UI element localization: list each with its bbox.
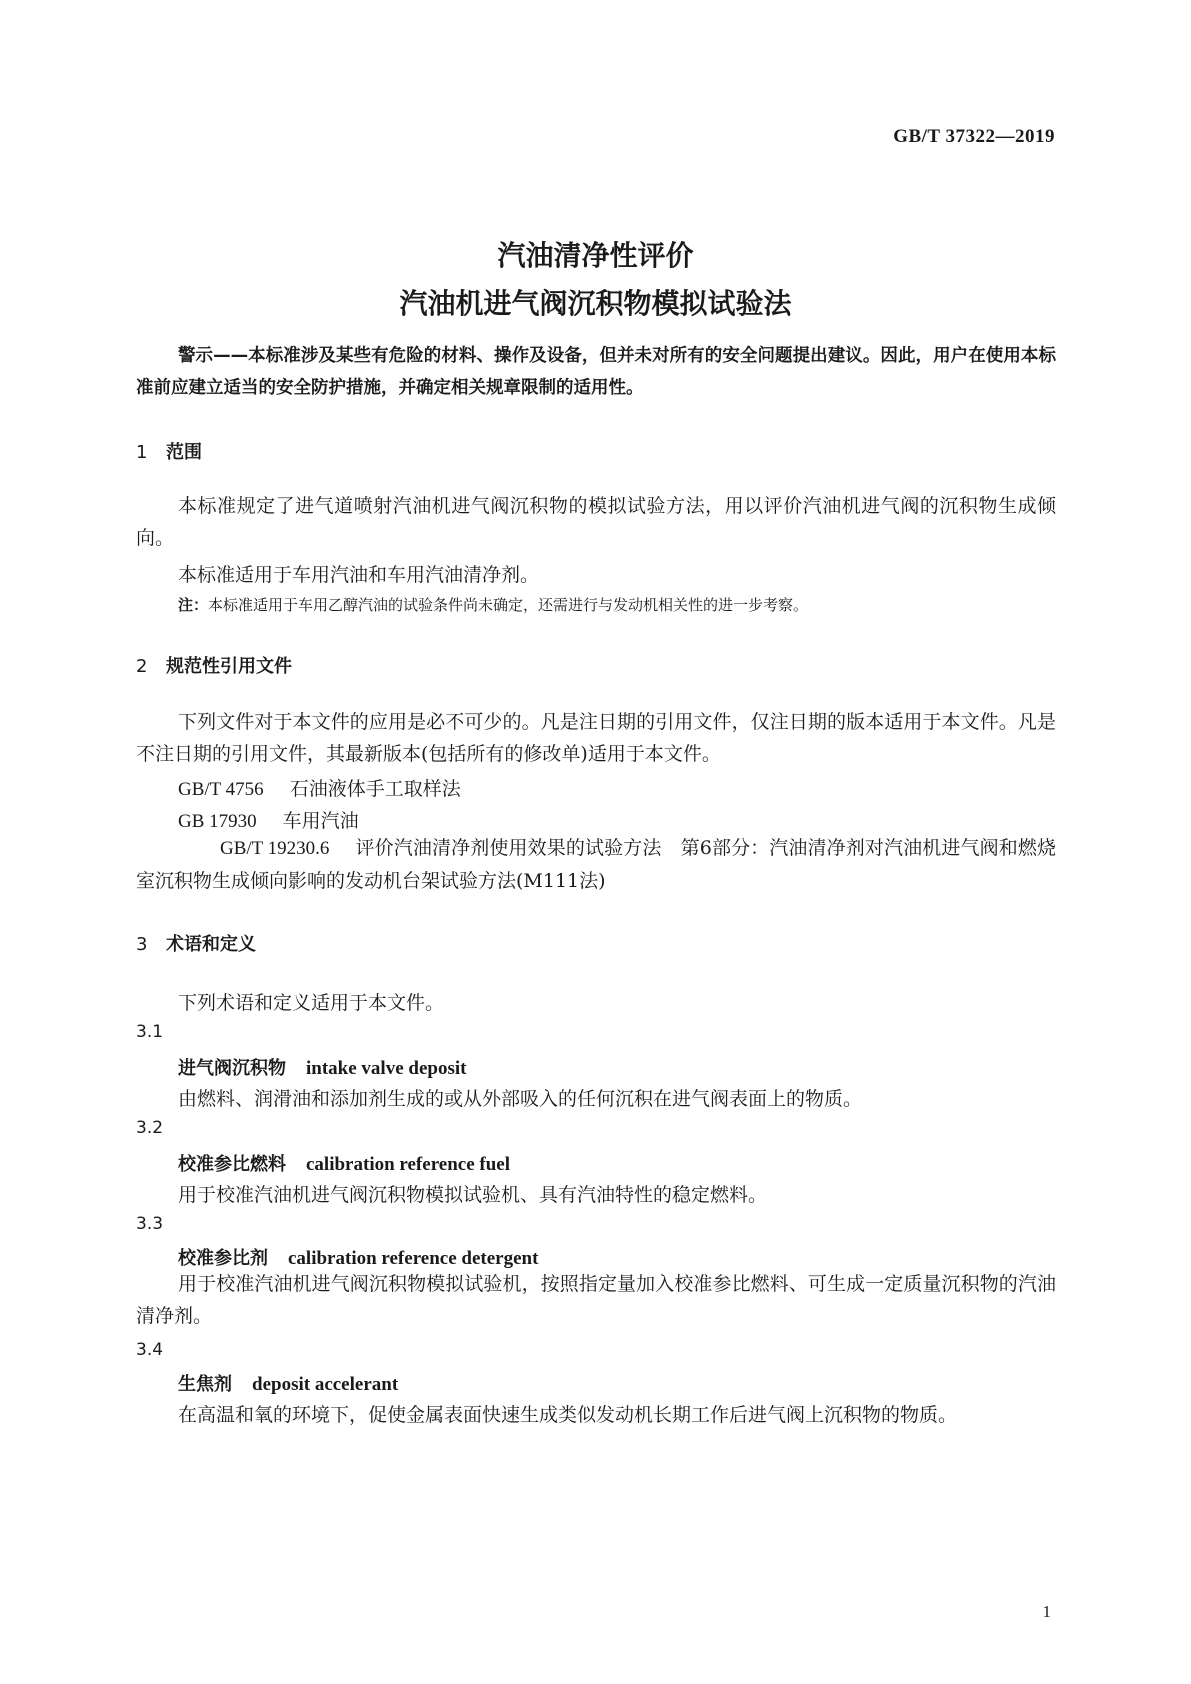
section-2-heading <box>136 652 292 678</box>
term-chinese: 校准参比燃料 <box>178 1154 286 1175</box>
term-heading <box>178 1054 466 1080</box>
reference-code: GB/T 19230.6 <box>220 838 330 859</box>
document-title-line1: 汽油清净性评价 <box>497 239 694 272</box>
reference-code: GB/T 4756 <box>178 779 264 800</box>
note-text: 本标准适用于车用乙醇汽油的试验条件尚未确定，还需进行与发动机相关性的进一步考察。 <box>208 596 809 614</box>
term-english: calibration reference detergent <box>288 1248 539 1269</box>
term-definition: 由燃料、润滑油和添加剂生成的或从外部吸入的任何沉积在进气阀表面上的物质。 <box>178 1088 863 1110</box>
section-number: 2 <box>136 656 148 677</box>
page-number: 1 <box>1042 1602 1051 1621</box>
section-title: 范围 <box>166 442 202 463</box>
term-english: deposit accelerant <box>252 1374 399 1395</box>
safety-warning: 警示——本标准涉及某些有危险的材料、操作及设备，但并未对所有的安全问题提出建议。因此，用户在使用本标准前应建立适当的安全防护措施，并确定相关规章限制的适用性。 <box>136 346 1056 398</box>
term-chinese: 生焦剂 <box>178 1374 232 1395</box>
term-number: 3.1 <box>136 1022 164 1042</box>
reference-item <box>178 806 359 833</box>
scope-paragraph-2: 本标准适用于车用汽油和车用汽油清净剂。 <box>178 564 540 586</box>
section-number: 1 <box>136 442 148 463</box>
document-title-line2: 汽油机进气阀沉积物模拟试验法 <box>399 287 792 320</box>
scope-paragraph-1: 本标准规定了进气道喷射汽油机进气阀沉积物的模拟试验方法，用以评价汽油机进气阀的沉积物生成倾向。 <box>136 495 1056 549</box>
term-number: 3.2 <box>136 1118 164 1138</box>
section-title: 规范性引用文件 <box>166 656 292 677</box>
term-number: 3.3 <box>136 1214 164 1234</box>
term-chinese: 校准参比剂 <box>178 1248 268 1269</box>
term-heading <box>178 1370 398 1396</box>
term-heading <box>178 1244 538 1270</box>
term-english: intake valve deposit <box>306 1058 467 1079</box>
standard-number: GB/T 37322—2019 <box>893 126 1055 147</box>
term-heading <box>178 1150 510 1176</box>
term-definition: 在高温和氧的环境下，促使金属表面快速生成类似发动机长期工作后进气阀上沉积物的物质。 <box>178 1404 958 1426</box>
section-number: 3 <box>136 934 148 955</box>
section-title: 术语和定义 <box>166 934 256 955</box>
note-label: 注： <box>178 596 209 614</box>
reference-code: GB 17930 <box>178 811 257 832</box>
reference-item <box>136 832 1056 897</box>
section-1-heading <box>136 438 202 464</box>
reference-title: 石油液体手工取样法 <box>289 778 461 800</box>
term-chinese: 进气阀沉积物 <box>178 1058 286 1079</box>
references-paragraph: 下列文件对于本文件的应用是必不可少的。凡是注日期的引用文件，仅注日期的版本适用于本文件。凡是不注日期的引用文件，其最新版本(包括所有的修改单)适用于本文件。 <box>136 711 1056 765</box>
reference-item <box>178 774 461 801</box>
term-number: 3.4 <box>136 1340 164 1360</box>
section-3-heading <box>136 930 256 956</box>
scope-note <box>178 594 808 615</box>
reference-title: 评价汽油清净剂使用效果的试验方法 第6部分：汽油清净剂对汽油机进气阀和燃烧室沉积物生成倾向影响的发动机台架试验方法(M111法) <box>136 837 1056 892</box>
term-definition: 用于校准汽油机进气阀沉积物模拟试验机、具有汽油特性的稳定燃料。 <box>178 1184 768 1206</box>
term-english: calibration reference fuel <box>306 1154 511 1175</box>
term-definition: 用于校准汽油机进气阀沉积物模拟试验机，按照指定量加入校准参比燃料、可生成一定质量沉积物的汽油清净剂。 <box>136 1273 1056 1327</box>
terms-intro: 下列术语和定义适用于本文件。 <box>178 992 445 1014</box>
reference-title: 车用汽油 <box>282 810 359 832</box>
